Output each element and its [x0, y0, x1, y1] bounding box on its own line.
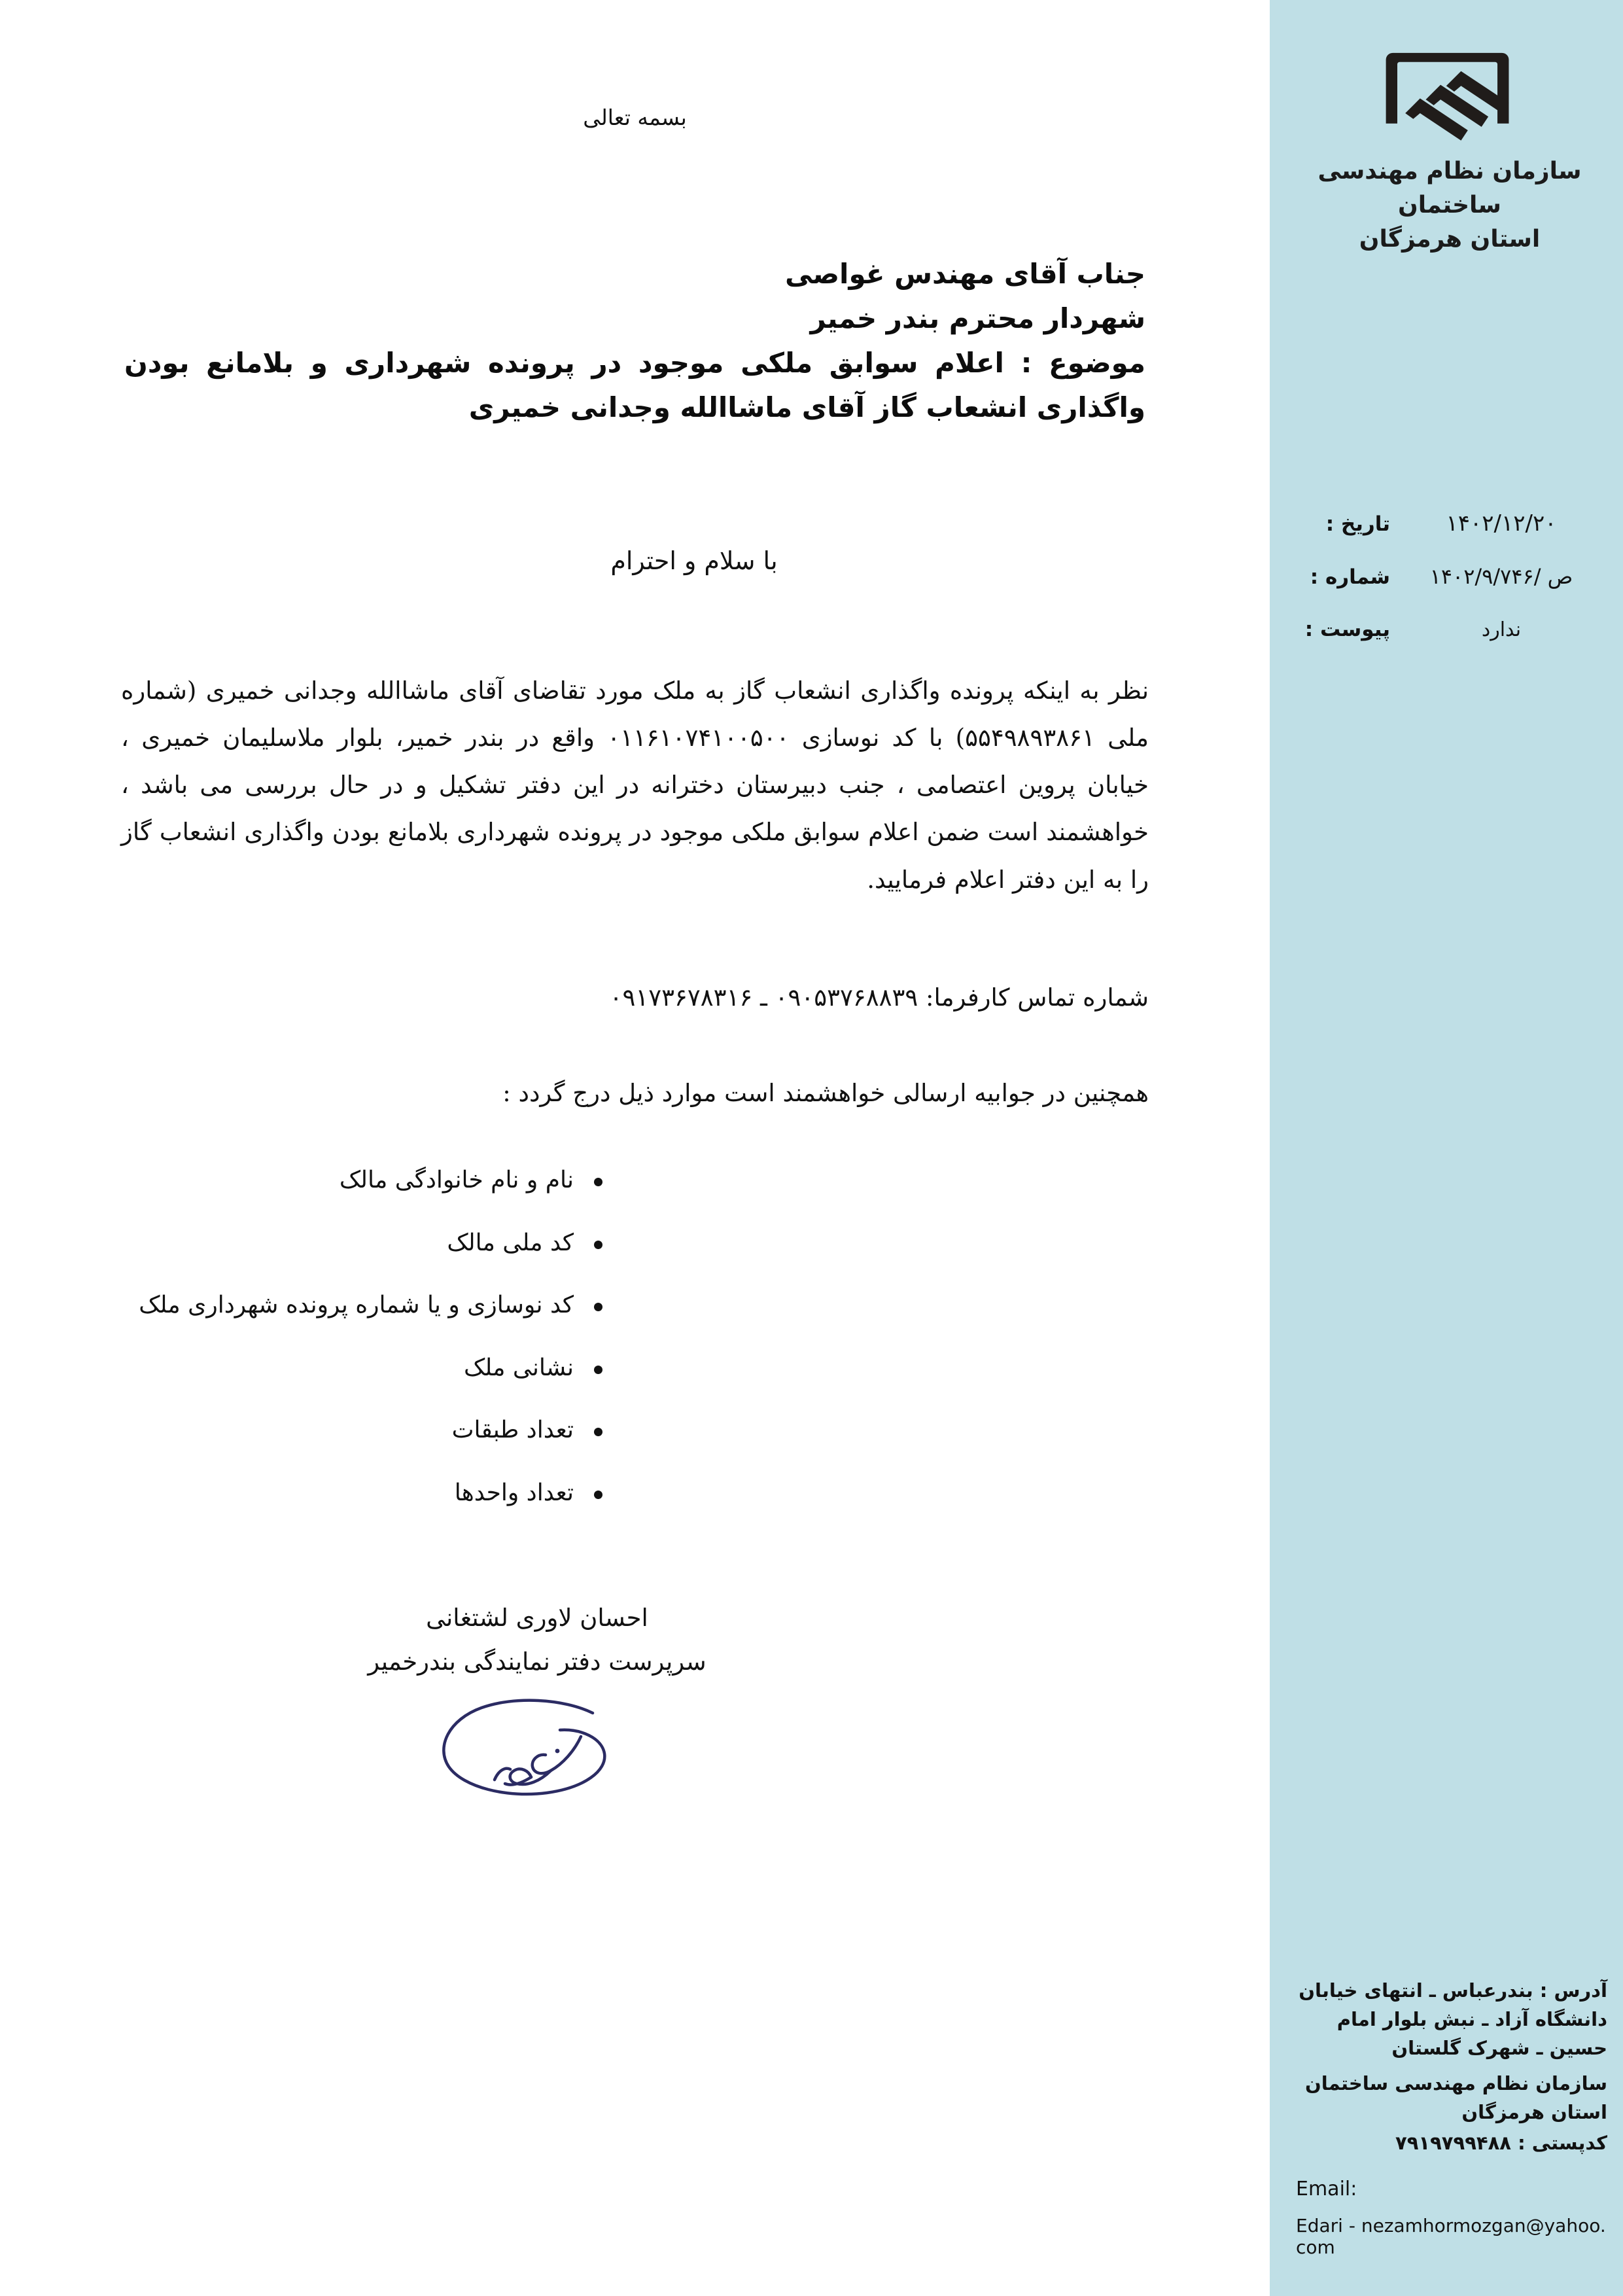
subject-line: موضوع : اعلام سوابق ملکی موجود در پرونده شهرداری و بلامانع بودن واگذاری انشعاب گاز آقای ماشاالله وجدانی خمیری [124, 347, 1145, 424]
organization-name [1285, 154, 1614, 257]
organization-name-line-1: سازمان نظام مهندسی ساختمان [1318, 158, 1582, 219]
letter-date-value: ۱۴۰۲/۱۲/۲۰ [1446, 510, 1557, 537]
list-item: تعداد واحدها [121, 1477, 609, 1510]
signatory-name: احسان لاوری لشتغانی [426, 1604, 648, 1632]
letter-attachment-label: پیوست : [1304, 618, 1390, 641]
body-paragraph-text: نظر به اینکه پرونده واگذاری انشعاب گاز به ملک مورد تقاضای آقای ماشاالله وجدانی خمیری (شماره ملی ۵۵۴۹۸۹۳۸۶۱) با کد نوسازی ۰۱۱۶۱۰۷۴۱۰۰۵۰۰ واقع در بندر خمیر، بلوار ملاسلیمان خمیری ، خیابان پروین اعتصامی ، جنب دبیرستان دخترانه در این دفتر تشکیل و در حال بررسی می باشد ، خواهشمند است ضمن اعلام سوابق ملکی موجود در پرونده شهرداری بلامانع بودن واگذاری انشعاب گاز را به این دفتر اعلام فرمایید. [121, 677, 1149, 894]
basmala-text: بسمه تعالی [583, 105, 687, 130]
letter-number-label: شماره : [1310, 565, 1390, 589]
greeting-text: با سلام و احترام [610, 546, 778, 575]
letter-meta-block [1292, 510, 1607, 671]
building-roofs-logo-icon [1381, 39, 1518, 144]
addressee-block [124, 252, 1145, 430]
signature-block [288, 1597, 786, 1810]
letterhead-sidebar-inner [1285, 13, 1614, 2284]
footer-postal-code: کدپستی : ۷۹۱۹۷۹۹۴۸۸ [1395, 2132, 1607, 2154]
letter-date-label: تاریخ : [1325, 512, 1390, 536]
organization-branding [1285, 39, 1614, 257]
footer-address: آدرس : بندرعباس ـ انتهای خیابان دانشگاه آزاد ـ نبش بلوار امام حسین ـ شهرک گلستان [1299, 1979, 1607, 2059]
meta-row-number [1292, 564, 1607, 598]
body-paragraph [121, 667, 1149, 905]
addressee-line-1: جناب آقای مهندس غواصی [784, 258, 1145, 290]
signatory-title: سرپرست دفتر نمایندگی بندرخمیر [368, 1647, 707, 1676]
footer-org-line-1: سازمان نظام مهندسی ساختمان [1304, 2072, 1607, 2094]
addressee-line-2: شهردار محترم بندر خمیر [810, 302, 1145, 335]
letterhead-footer [1296, 1976, 1607, 2258]
list-item: نشانی ملک [121, 1352, 609, 1385]
footer-org-line-2: استان هرمزگان [1461, 2100, 1607, 2123]
list-item: کد ملی مالک [121, 1227, 609, 1260]
organization-name-line-2: استان هرمزگان [1359, 226, 1541, 253]
footer-email-label: Email: [1296, 2178, 1357, 2200]
list-item: کد نوسازی و یا شماره پرونده شهرداری ملک [121, 1290, 609, 1322]
list-item: نام و نام خانوادگی مالک [121, 1165, 609, 1197]
footer-email-value[interactable]: Edari - nezamhormozgan@yahoo.com [1296, 2215, 1606, 2258]
meta-row-date [1292, 510, 1607, 544]
letter-attachment-value: ندارد [1481, 618, 1522, 641]
handwritten-signature-icon [288, 1686, 786, 1810]
meta-row-attachment [1292, 618, 1607, 652]
requested-items-list [121, 1165, 609, 1540]
requested-items-intro: همچنین در جوابیه ارسالی خواهشمند است موارد ذیل درج گردد : [502, 1079, 1149, 1107]
letter-number-value: ص /۱۴۰۲/۹/۷۴۶ [1429, 564, 1573, 589]
employer-contact-line: شماره تماس کارفرما: ۰۹۰۵۳۷۶۸۸۳۹ ـ ۰۹۱۷۳۶۷۸۳۱۶ [609, 983, 1149, 1012]
letterhead-sidebar [1270, 0, 1623, 2296]
list-item: تعداد طبقات [121, 1415, 609, 1447]
